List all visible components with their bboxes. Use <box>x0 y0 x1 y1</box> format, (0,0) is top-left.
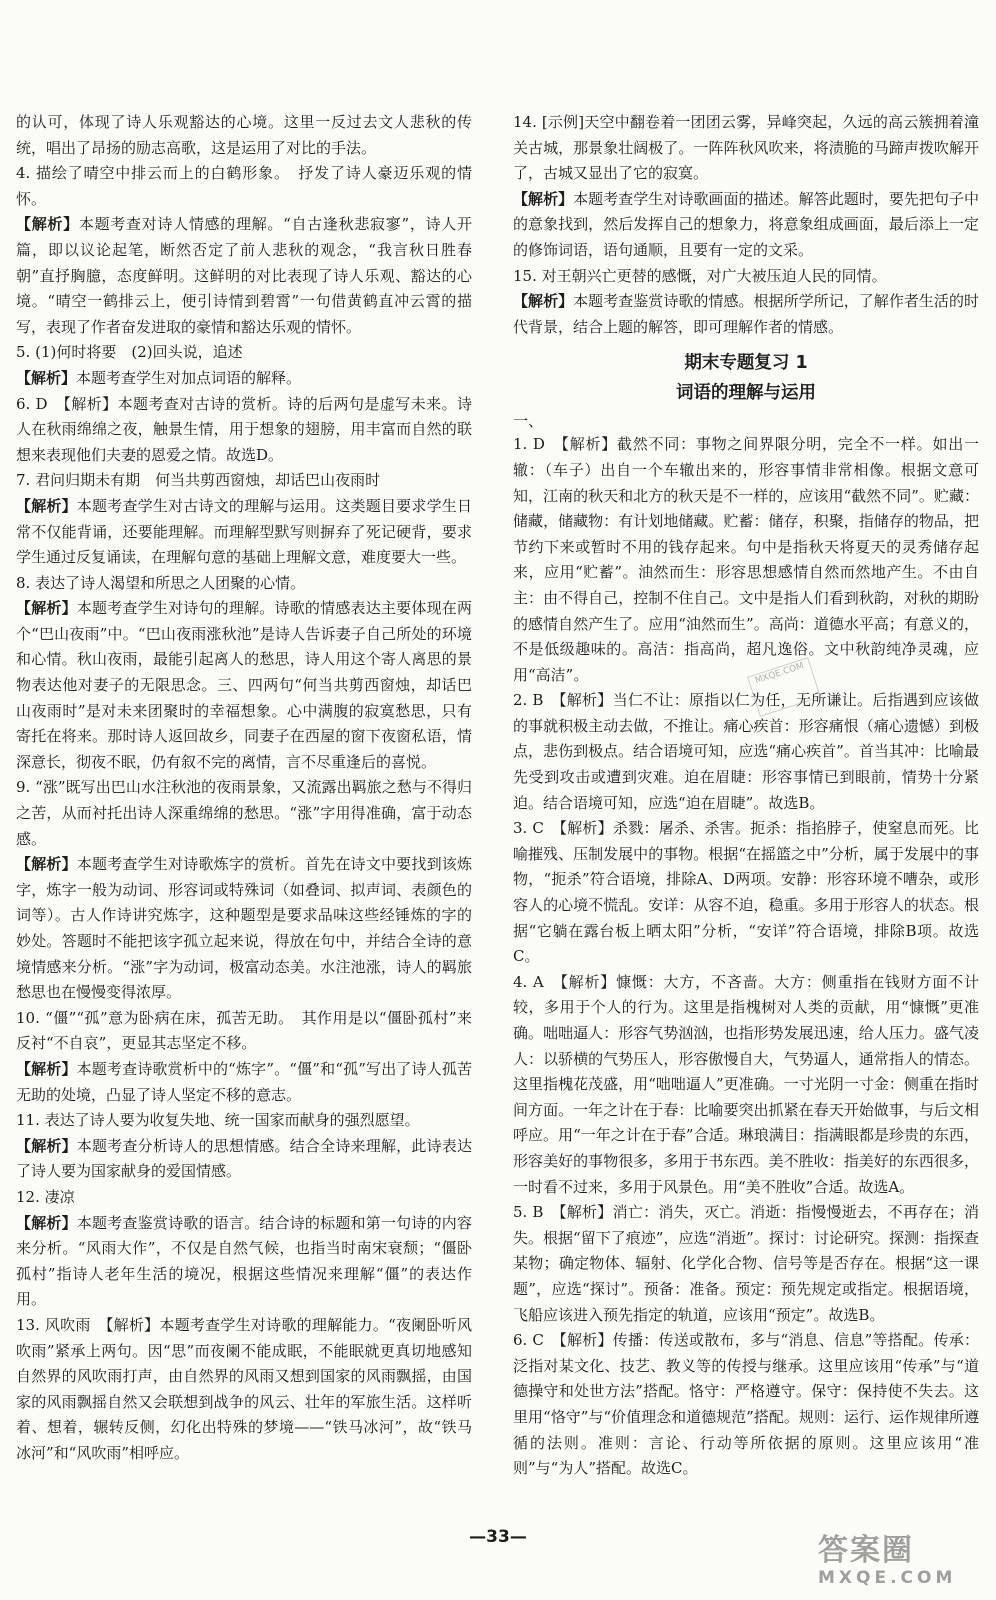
section-subtitle: 词语的理解与运用 <box>676 383 816 404</box>
answer-number: 7. <box>16 471 31 490</box>
answer-item <box>513 1200 979 1328</box>
analysis-tag: 【解析】 <box>16 855 77 874</box>
answer-item <box>16 1108 472 1134</box>
watermark-top-text: 答案圈 <box>818 1533 914 1568</box>
answer-number: 12. <box>16 1187 40 1206</box>
analysis-tag: 【解析】 <box>16 1059 77 1078</box>
paragraph-text: 表达了诗人渴望和所思之人团聚的心情。 <box>35 573 306 592</box>
paragraph-text: 对王朝兴亡更替的感慨，对广大被压迫人民的同情。 <box>541 266 887 285</box>
answer-item <box>16 1006 472 1057</box>
answer-item <box>16 392 472 469</box>
stamp-text: MXQE.COM <box>754 661 806 687</box>
right-column-top-answers <box>513 110 979 340</box>
analysis-tag: 【解析】 <box>16 368 77 387</box>
answer-number: 11. <box>16 1111 40 1130</box>
paragraph-text: (1)何时将要 (2)回头说，追述 <box>35 343 243 362</box>
answer-item <box>513 970 979 1200</box>
analysis-paragraph <box>513 289 979 340</box>
section-title: 期末专题复习 1 <box>684 353 808 374</box>
answer-number: 5. <box>16 343 31 362</box>
answer-item <box>513 110 979 187</box>
answer-item <box>16 468 472 494</box>
paragraph-text: C 【解析】传播：传送或散布，多与“消息、信息”等搭配。传承：泛指对某文化、技艺、教义等的传授与继承。这里应该用“传承”与“道德操守和处世方法”搭配。恪守：严格遵守。保守：保持使不失去。这里用“恪守”与“价值理念和道德规范”搭配。规则：运行、运作规律所遵循的法则。准则：言论、行动等所依据的原则。这里应该用“准则”与“为人”搭配。故选C。 <box>513 1331 979 1478</box>
answer-number: 6. <box>513 1331 528 1350</box>
paragraph-text: 本题考查学生对加点词语的解释。 <box>76 368 302 387</box>
answer-number: 8. <box>16 573 31 592</box>
answer-item <box>16 571 472 597</box>
analysis-paragraph <box>16 1134 472 1185</box>
analysis-tag: 【解析】 <box>513 189 574 208</box>
paragraph-text: 本题考查学生对诗歌炼字的赏析。首先在诗文中要找到该炼字，炼字一般为动词、形容词或特殊词（如叠词、拟声词、表颜色的词等）。古人作诗讲究炼字，这种题型是要求品味这些经锤炼的字的妙处。答题时不能把该字孤立起来说，得放在句中，并结合全诗的意境情感来分析。“涨”字为动词，极富动态美。水注池涨，诗人的羁旅愁思也在慢慢变得浓厚。 <box>16 855 472 1002</box>
analysis-paragraph <box>16 852 472 1006</box>
answer-number: 13. <box>16 1315 40 1334</box>
left-column <box>16 110 472 1466</box>
paragraph-text: D 【解析】本题考查对古诗的赏析。诗的后两句是虚写未来。诗人在秋雨绵绵之夜，触景生情，用于想象的翅膀，用丰富而自然的联想来表现他们夫妻的恩爱之情。故选D。 <box>16 394 472 464</box>
paragraph-text: 的认可，体现了诗人乐观豁达的心境。这里一反过去文人悲秋的传统，唱出了昂扬的励志高歌，这是运用了对比的手法。 <box>16 113 472 157</box>
answer-item <box>16 1313 472 1467</box>
analysis-paragraph <box>16 596 472 775</box>
answer-number: 3. <box>513 819 528 838</box>
paragraph-text: 表达了诗人要为收复失地、统一国家而献身的强烈愿望。 <box>44 1111 420 1130</box>
paragraph-text: 本题考查分析诗人的思想情感。结合全诗来理解，此诗表达了诗人要为国家献身的爱国情感。 <box>16 1136 472 1181</box>
right-column-bottom-answers <box>513 432 979 1481</box>
paragraph-text: “僵”“孤”意为卧病在床，孤苦无助。 其作用是以“僵卧孤村”来反衬“不自哀”，更显其志坚定不移。 <box>16 1008 472 1053</box>
section-mark: 一、 <box>513 412 544 431</box>
paragraph-text: B 【解析】当仁不让：原指以仁为任，无所谦让。后指遇到应该做的事就积极主动去做，不推让。痛心疾首：形容痛恨（痛心遗憾）到极点，悲伤到极点。结合语境可知，应选“痛心疾首”。首当其冲：比喻最先受到攻击或遭到灾难。迫在眉睫：形容事情已到眼前，情势十分紧迫。结合语境可知，应选“迫在眉睫”。故选B。 <box>513 691 979 812</box>
answer-number: 15. <box>513 266 537 285</box>
paragraph-text: 描绘了晴空中排云而上的白鹤形象。 抒发了诗人豪迈乐观的情怀。 <box>16 164 472 208</box>
answer-item <box>16 1185 472 1211</box>
answer-number: 6. <box>16 394 31 413</box>
paragraph-text: 本题考查对诗人情感的理解。“自古逢秋悲寂寥”，诗人开篇，即以议论起笔，断然否定了前人悲秋的观念，“我言秋日胜春朝”直抒胸臆，态度鲜明。这鲜明的对比表现了诗人乐观、豁达的心境。“晴空一鹤排云上，便引诗情到碧霄”一句借黄鹤直冲云霄的描写，表现了作者奋发进取的豪情和豁达乐观的情怀。 <box>16 215 472 336</box>
answer-item <box>513 432 979 688</box>
answer-item <box>513 264 979 290</box>
paragraph-text: D 【解析】截然不同：事物之间界限分明，完全不一样。如出一辙：（车子）出自一个车辙出来的，形容事情非常相像。根据文意可知，江南的秋天和北方的秋天是不一样的，应该用“截然不同”。贮藏：储藏，储藏物：有计划地储藏。贮蓄：储存，积聚，指储存的物品，把节约下来或暂时不用的钱存起来。句中是指秋天将夏天的灵秀储存起来，应用“贮蓄”。油然而生：形容思想感情自然而然地产生。不由自主：由不得自己，控制不住自己。文中是指人们看到秋韵，对秋的期盼的感情自然产生了。应用“油然而生”。高尚：道德水平高；有意义的，不是低级趣味的。高洁：指高尚，超凡逸俗。文中秋韵纯净灵魂，应用“高洁”。 <box>513 435 979 684</box>
site-watermark <box>818 1534 968 1590</box>
page-number: —33— <box>469 1527 527 1547</box>
analysis-paragraph <box>16 1057 472 1108</box>
paragraph-text: [示例]天空中翻卷着一团团云雾，异峰突起，久远的高云簇拥着潼关古城，那景象壮阔极了。一阵阵秋风吹来，将渍脆的马蹄声拨吹解开了，古城又显出了它的寂寞。 <box>513 113 979 183</box>
answer-item <box>513 1328 979 1482</box>
paragraph-text: 本题考查鉴赏诗歌的语言。结合诗的标题和第一句诗的内容来分析。“风雨大作”，不仅是自然气候，也指当时南宋衰颓；“僵卧孤村”指诗人老年生活的境况，根据这些情况来理解“僵”的表达作用。 <box>16 1213 472 1309</box>
paragraph-text: 风吹雨 【解析】本题考查学生对诗歌的理解能力。“夜阑卧听风吹雨”紧承上两句。因“思”而夜阑不能成眠，不能眠就更真切地感知自然界的风吹雨打声，由自然界的风雨又想到国家的风雨飘摇，由国家的风雨飘摇自然又会联想到战争的风云、壮年的军旅生活。这样听着、想着，辗转反侧，幻化出特殊的梦境——“铁马冰河”，故“铁马冰河”和“风吹雨”相呼应。 <box>16 1315 473 1462</box>
paragraph-text: 凄凉 <box>44 1187 75 1206</box>
analysis-tag: 【解析】 <box>16 215 79 234</box>
answer-item <box>16 340 472 366</box>
watermark-bottom-text: MXQE.COM <box>818 1568 957 1588</box>
paragraph-text: 本题考查学生对诗歌画面的描述。解答此题时，要先把句子中的意象找到，然后发挥自己的想象力，将意象组成画面，最后添上一定的修饰词语，语句通顺，且要有一定的文采。 <box>513 189 979 259</box>
analysis-tag: 【解析】 <box>16 496 77 515</box>
paragraph-text: 本题考查诗歌赏析中的“炼字”。“僵”和“孤”写出了诗人孤苦无助的处境，凸显了诗人坚定不移的意志。 <box>16 1059 472 1104</box>
paragraph-text: C 【解析】杀戮：屠杀、杀害。扼杀：指掐脖子，使窒息而死。比喻摧残、压制发展中的事物。根据“在摇篮之中”分析，属于发展中的事物，“扼杀”符合语境，排除A、D两项。安静：形容环境不嘈杂，或形容人的心境不慌乱。安详：从容不迫，稳重。多用于形容人的状态。根据“它躺在露台板上晒太阳”分析，“安详”符合语境，排除B项。故选C。 <box>513 819 979 966</box>
paragraph-text: 本题考查鉴赏诗歌的情感。根据所学所记，了解作者生活的时代背景，结合上题的解答，即可理解作者的情感。 <box>513 292 979 336</box>
answer-item <box>513 688 979 816</box>
analysis-paragraph <box>16 212 472 340</box>
right-column <box>513 110 979 1482</box>
paragraph-text: 君问归期未有期 何当共剪西窗烛，却话巴山夜雨时 <box>35 471 381 490</box>
paragraph-text: B 【解析】消亡：消失，灭亡。消逝：指慢慢逝去，不再存在；消失。根据“留下了痕迹”，应选“消逝”。探讨：讨论研究。探测：指探查某物；确定物体、辐射、化学化合物、信号等是否存在。根据“这一课题”，应选“探讨”。预备：准备。预定：预先规定或指定。根据语境，飞船应该进入预先指定的轨道，应该用“预定”。故选B。 <box>513 1203 979 1324</box>
answer-number: 14. <box>513 113 537 131</box>
answer-number: 4. <box>16 164 31 183</box>
analysis-tag: 【解析】 <box>16 599 77 618</box>
answer-item <box>16 775 472 852</box>
answer-number: 9. <box>16 778 31 797</box>
answer-number: 4. <box>513 972 528 991</box>
answer-number: 5. <box>513 1203 528 1222</box>
analysis-paragraph <box>513 187 979 264</box>
answer-number: 2. <box>513 691 528 710</box>
answer-number: 10. <box>16 1008 40 1027</box>
paragraph-text: A 【解析】慷慨：大方，不吝啬。大方：侧重指在钱财方面不计较，多用于个人的行为。这里是指槐树对人类的贡献，用“慷慨”更准确。咄咄逼人：形容气势汹汹，也指形势发展迅速，给人压力。盛气凌人：以骄横的气势压人，形容傲慢自大，气势逼人，通常指人的情态。这里指槐花茂盛，用“咄咄逼人”更准确。一寸光阴一寸金：侧重在指时间方面。一年之计在于春：比喻要突出抓紧在春天开始做事，与后文相呼应。用“一年之计在于春”合适。琳琅满目：指满眼都是珍贵的东西，形容美好的事物很多，多用于书东西。美不胜收：指美好的东西很多，一时看不过来，多用于风景色。用“美不胜收”合适。故选A。 <box>513 972 979 1196</box>
analysis-tag: 【解析】 <box>16 1136 77 1155</box>
answer-number: 1. <box>513 435 528 454</box>
answer-item <box>16 161 472 212</box>
analysis-tag: 【解析】 <box>513 292 574 311</box>
analysis-paragraph <box>16 366 472 392</box>
paragraph-text: “涨”既写出巴山水注秋池的夜雨景象，又流露出羁旅之愁与不得归之苦，从而衬托出诗人深重绵绵的愁思。“涨”字用得准确，富于动态感。 <box>16 778 472 848</box>
text-paragraph <box>16 110 472 161</box>
answer-item <box>513 816 979 970</box>
analysis-paragraph <box>16 494 472 571</box>
paragraph-text: 本题考查学生对诗句的理解。诗歌的情感表达主要体现在两个“巴山夜雨”中。“巴山夜雨涨秋池”是诗人告诉妻子自己所处的环境和心情。秋山夜雨，最能引起离人的愁思，诗人用这个寄人离思的景物表达他对妻子的无限思念。三、四两句“何当共剪西窗烛，却话巴山夜雨时”是对未来团聚时的幸福想象。心中满腹的寂寞愁思，只有寄托在将来。那时诗人返回故乡，同妻子在西屋的窗下夜窗私语，情深意长，彻夜不眠，仍有叙不完的离情，言不尽重逢后的喜悦。 <box>16 599 472 771</box>
analysis-paragraph <box>16 1211 472 1313</box>
paragraph-text: 本题考查学生对古诗文的理解与运用。这类题目要求学生日常不仅能背诵，还要能理解。而理解型默写则摒弃了死记硬背，要求学生通过反复诵读，在理解句意的基础上理解文意，难度要大一些。 <box>16 496 472 567</box>
analysis-tag: 【解析】 <box>16 1213 77 1232</box>
